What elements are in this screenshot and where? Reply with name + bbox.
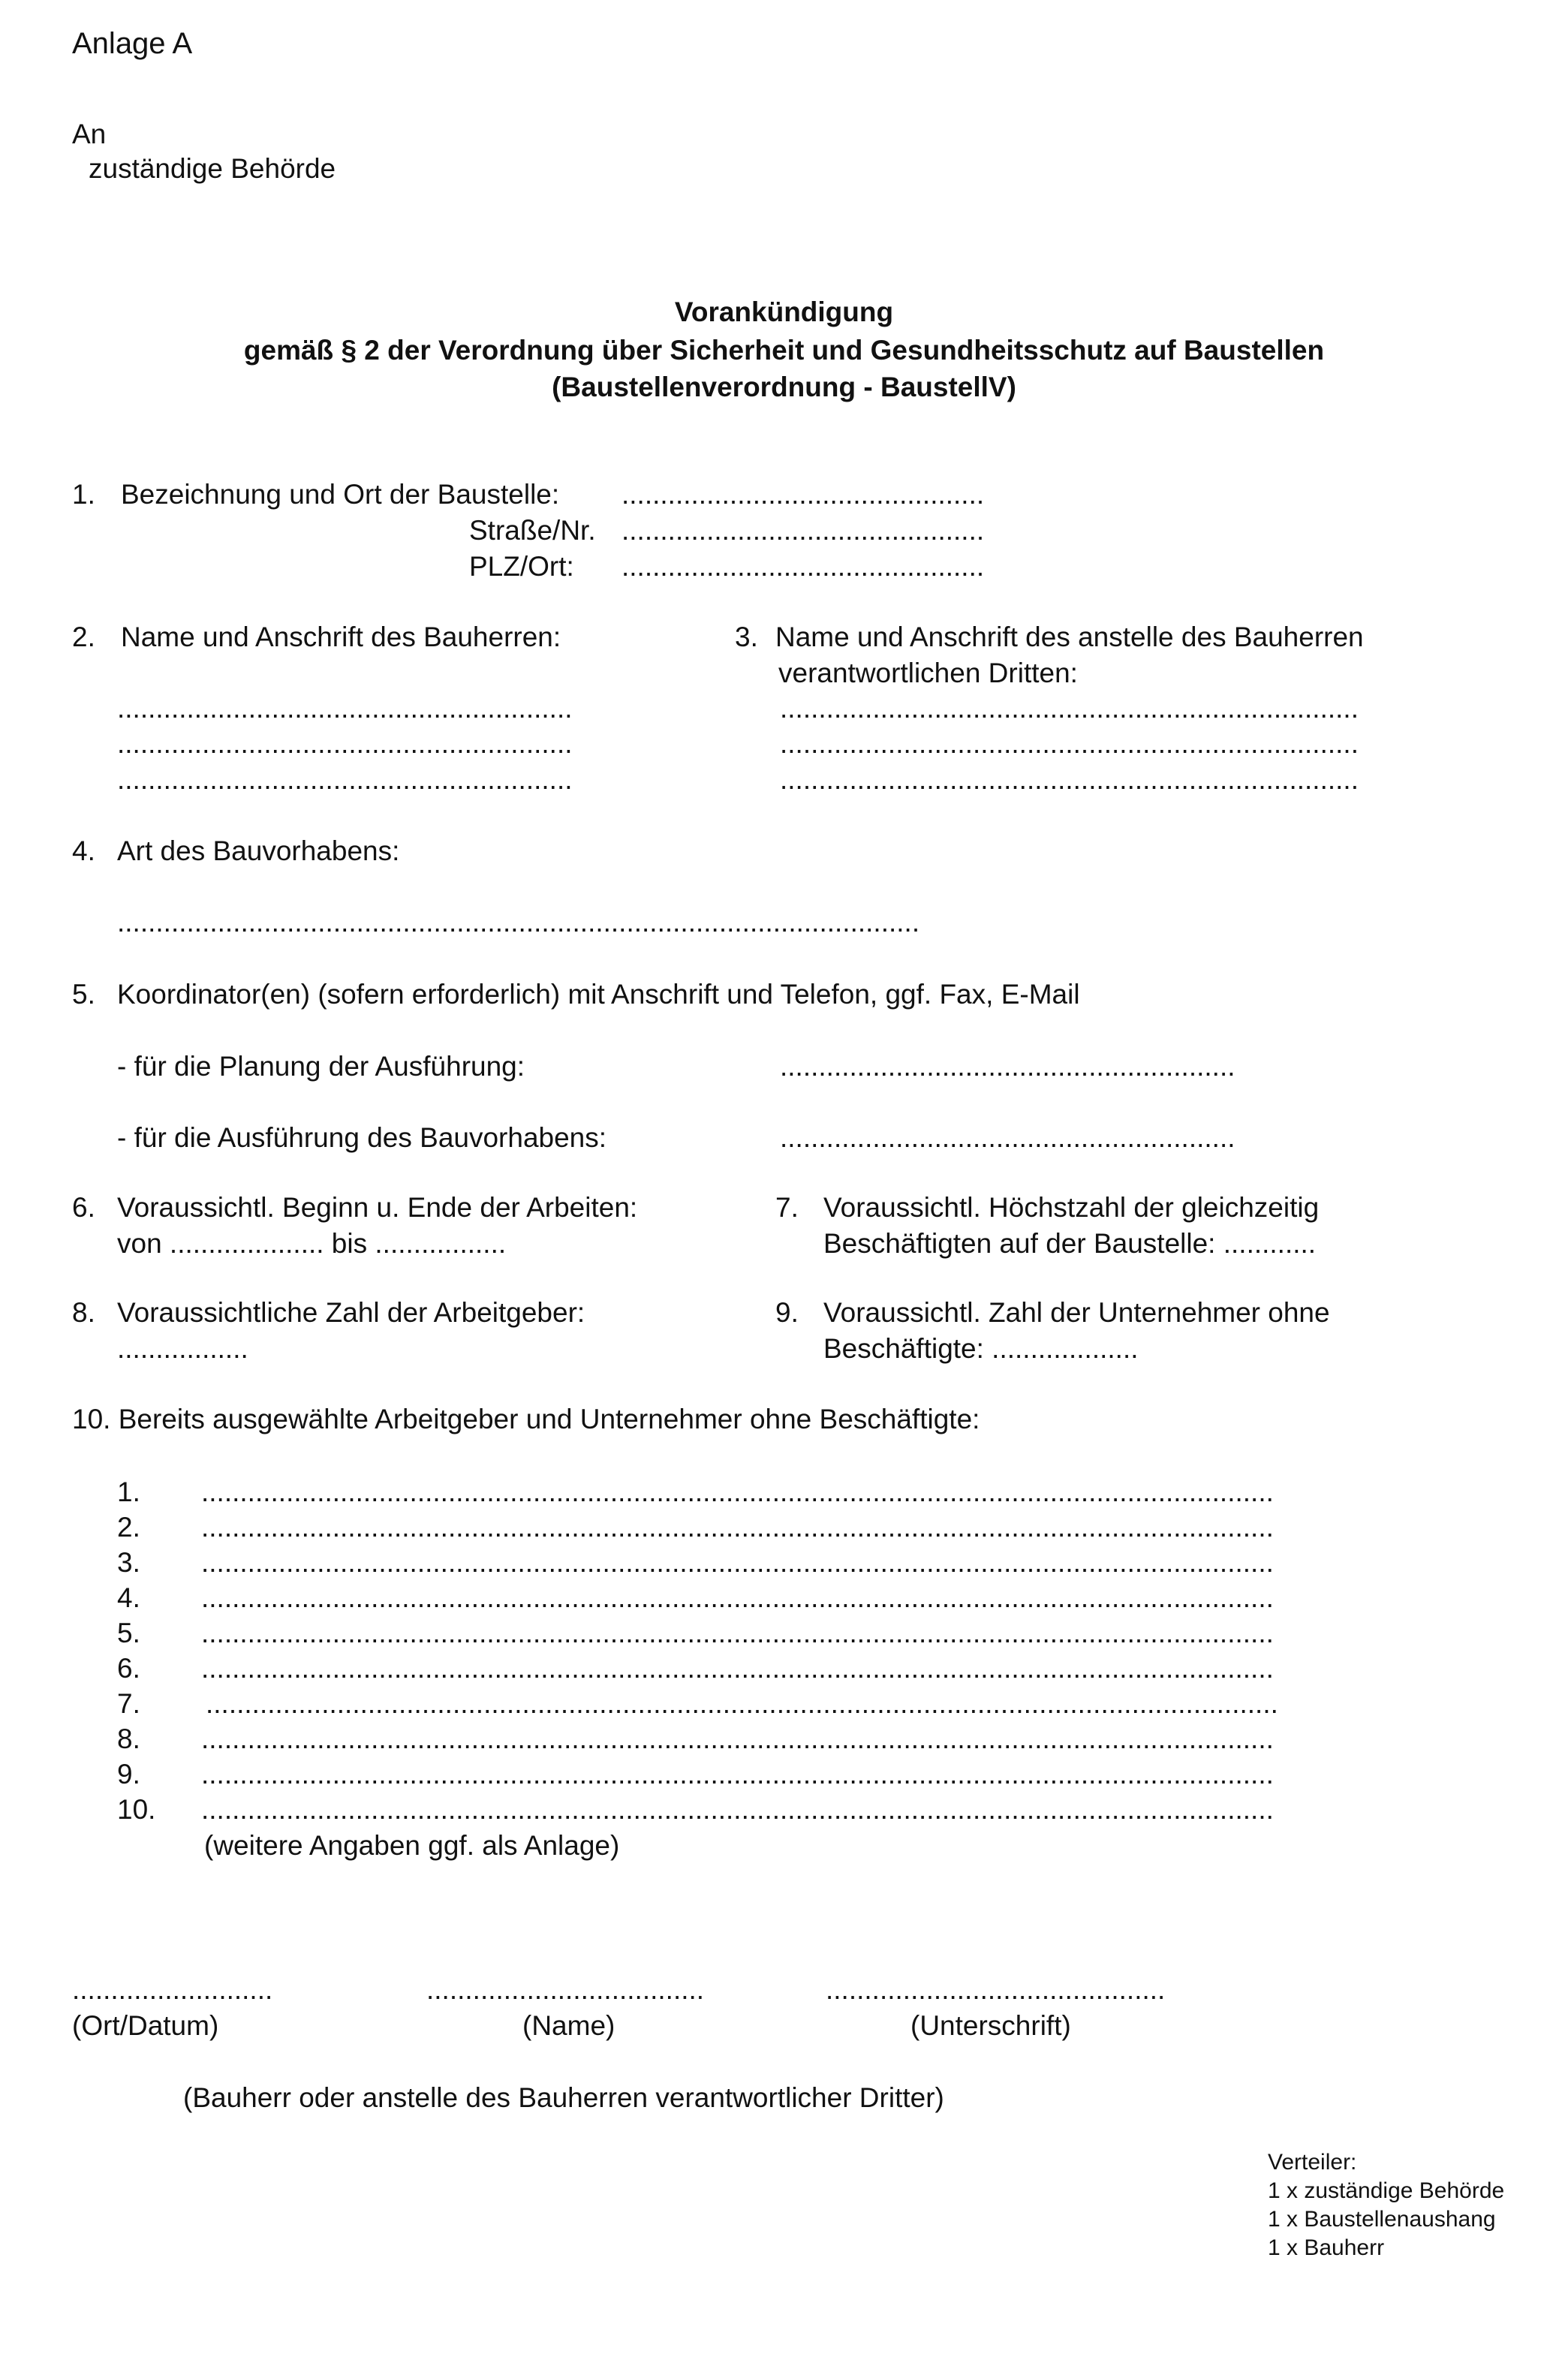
section-4-number: 4. (72, 835, 95, 866)
section-2-field-line[interactable]: ........................................................... (117, 693, 573, 724)
annex-label: Anlage A (72, 27, 193, 60)
section-5-number: 5. (72, 979, 95, 1010)
section-1-street-label: Straße/Nr. (469, 515, 596, 546)
list-item-number: 8. (117, 1723, 140, 1754)
section-1-zip-field[interactable]: ............................................... (621, 551, 985, 582)
list-item-number: 4. (117, 1582, 140, 1613)
section-1-label: Bezeichnung und Ort der Baustelle: (121, 479, 560, 510)
list-item-number: 2. (117, 1512, 140, 1543)
signatory-note: (Bauherr oder anstelle des Bauherren verantwortlicher Dritter) (183, 2082, 944, 2113)
section-5-planning-label: - für die Planung der Ausführung: (117, 1051, 525, 1082)
section-1-number: 1. (72, 479, 95, 510)
section-5-label: Koordinator(en) (sofern erforderlich) mit Anschrift und Telefon, ggf. Fax, E-Mail (117, 979, 1080, 1010)
section-3-field-line[interactable]: ........................................................................... (780, 764, 1359, 795)
section-3-label-cont: verantwortlichen Dritten: (778, 658, 1078, 688)
name-field[interactable]: .................................... (426, 1974, 705, 2005)
section-5-planning-field[interactable]: ........................................................... (780, 1051, 1235, 1082)
list-item-field[interactable]: ........................................................................................................................................... (201, 1759, 1274, 1790)
signature-field[interactable]: ............................................ (826, 1974, 1166, 2005)
section-7-label: Voraussichtl. Höchstzahl der gleichzeitig (823, 1192, 1320, 1223)
section-1-site-field[interactable]: ............................................... (621, 479, 985, 510)
list-item-field[interactable]: ........................................................................................................................................... (201, 1794, 1274, 1825)
date-place-caption: (Ort/Datum) (72, 2010, 219, 2041)
section-3-label: Name und Anschrift des anstelle des Bauherren (775, 622, 1364, 652)
list-item-number: 7. (117, 1688, 140, 1719)
section-2-field-line[interactable]: ........................................................... (117, 764, 573, 795)
page-subtitle: gemäß § 2 der Verordnung über Sicherheit und Gesundheitsschutz auf Baustellen (243, 335, 1325, 366)
page-subtitle-abbrev: (Baustellenverordnung - BaustellV) (552, 372, 1016, 402)
section-9-number: 9. (775, 1297, 799, 1328)
section-3-field-line[interactable]: ........................................................................... (780, 728, 1359, 759)
section-8-field[interactable]: ................. (117, 1333, 248, 1364)
section-5-execution-field[interactable]: ........................................................... (780, 1122, 1235, 1153)
section-9-field[interactable]: Beschäftigte: ................... (823, 1333, 1139, 1364)
recipient-prefix: An (72, 119, 107, 149)
section-2-number: 2. (72, 622, 95, 652)
distribution-item: 1 x Bauherr (1268, 2235, 1385, 2260)
date-place-field[interactable]: .......................... (72, 1974, 273, 2005)
signature-caption: (Unterschrift) (910, 2010, 1071, 2041)
distribution-item: 1 x zuständige Behörde (1268, 2178, 1505, 2203)
section-6-label: Voraussichtl. Beginn u. Ende der Arbeiten: (117, 1192, 638, 1223)
list-item-number: 3. (117, 1547, 140, 1578)
list-item-field[interactable]: ........................................................................................................................................... (201, 1653, 1274, 1684)
list-item-field[interactable]: ........................................................................................................................................... (201, 1477, 1274, 1507)
page-title: Vorankündigung (674, 297, 894, 327)
section-3-number: 3. (735, 622, 758, 652)
list-item-field[interactable]: ........................................................................................................................................... (201, 1582, 1274, 1613)
list-item-number: 1. (117, 1477, 140, 1507)
section-9-label: Voraussichtl. Zahl der Unternehmer ohne (823, 1297, 1330, 1328)
list-item-number: 10. (117, 1794, 156, 1825)
section-10-note: (weitere Angaben ggf. als Anlage) (204, 1830, 620, 1861)
section-8-label: Voraussichtliche Zahl der Arbeitgeber: (117, 1297, 585, 1328)
section-1-street-field[interactable]: ............................................... (621, 515, 985, 546)
section-7-number: 7. (775, 1192, 799, 1223)
section-3-field-line[interactable]: ........................................................................... (780, 693, 1359, 724)
list-item-field[interactable]: ........................................................................................................................................... (201, 1723, 1274, 1754)
list-item-number: 5. (117, 1618, 140, 1648)
section-6-number: 6. (72, 1192, 95, 1223)
list-item-field[interactable]: ........................................................................................................................................... (201, 1512, 1274, 1543)
section-10-label: 10. Bereits ausgewählte Arbeitgeber und Unternehmer ohne Beschäftigte: (72, 1404, 980, 1434)
list-item-field[interactable]: ........................................................................................................................................... (206, 1688, 1278, 1719)
section-4-field[interactable]: ........................................................................................................ (117, 907, 920, 938)
distribution-title: Verteiler: (1268, 2150, 1357, 2175)
section-7-field[interactable]: Beschäftigten auf der Baustelle: ............ (823, 1228, 1317, 1259)
section-4-label: Art des Bauvorhabens: (117, 835, 400, 866)
section-5-execution-label: - für die Ausführung des Bauvorhabens: (117, 1122, 607, 1153)
section-6-date-fields[interactable]: von .................... bis ................. (117, 1228, 507, 1259)
section-8-number: 8. (72, 1297, 95, 1328)
name-caption: (Name) (522, 2010, 615, 2041)
recipient-authority: zuständige Behörde (89, 153, 336, 184)
list-item-field[interactable]: ........................................................................................................................................... (201, 1618, 1274, 1648)
distribution-item: 1 x Baustellenaushang (1268, 2207, 1496, 2232)
list-item-number: 6. (117, 1653, 140, 1684)
section-2-label: Name und Anschrift des Bauherren: (121, 622, 561, 652)
list-item-number: 9. (117, 1759, 140, 1790)
section-1-zip-label: PLZ/Ort: (469, 551, 574, 582)
section-2-field-line[interactable]: ........................................................... (117, 728, 573, 759)
list-item-field[interactable]: ........................................................................................................................................... (201, 1547, 1274, 1578)
